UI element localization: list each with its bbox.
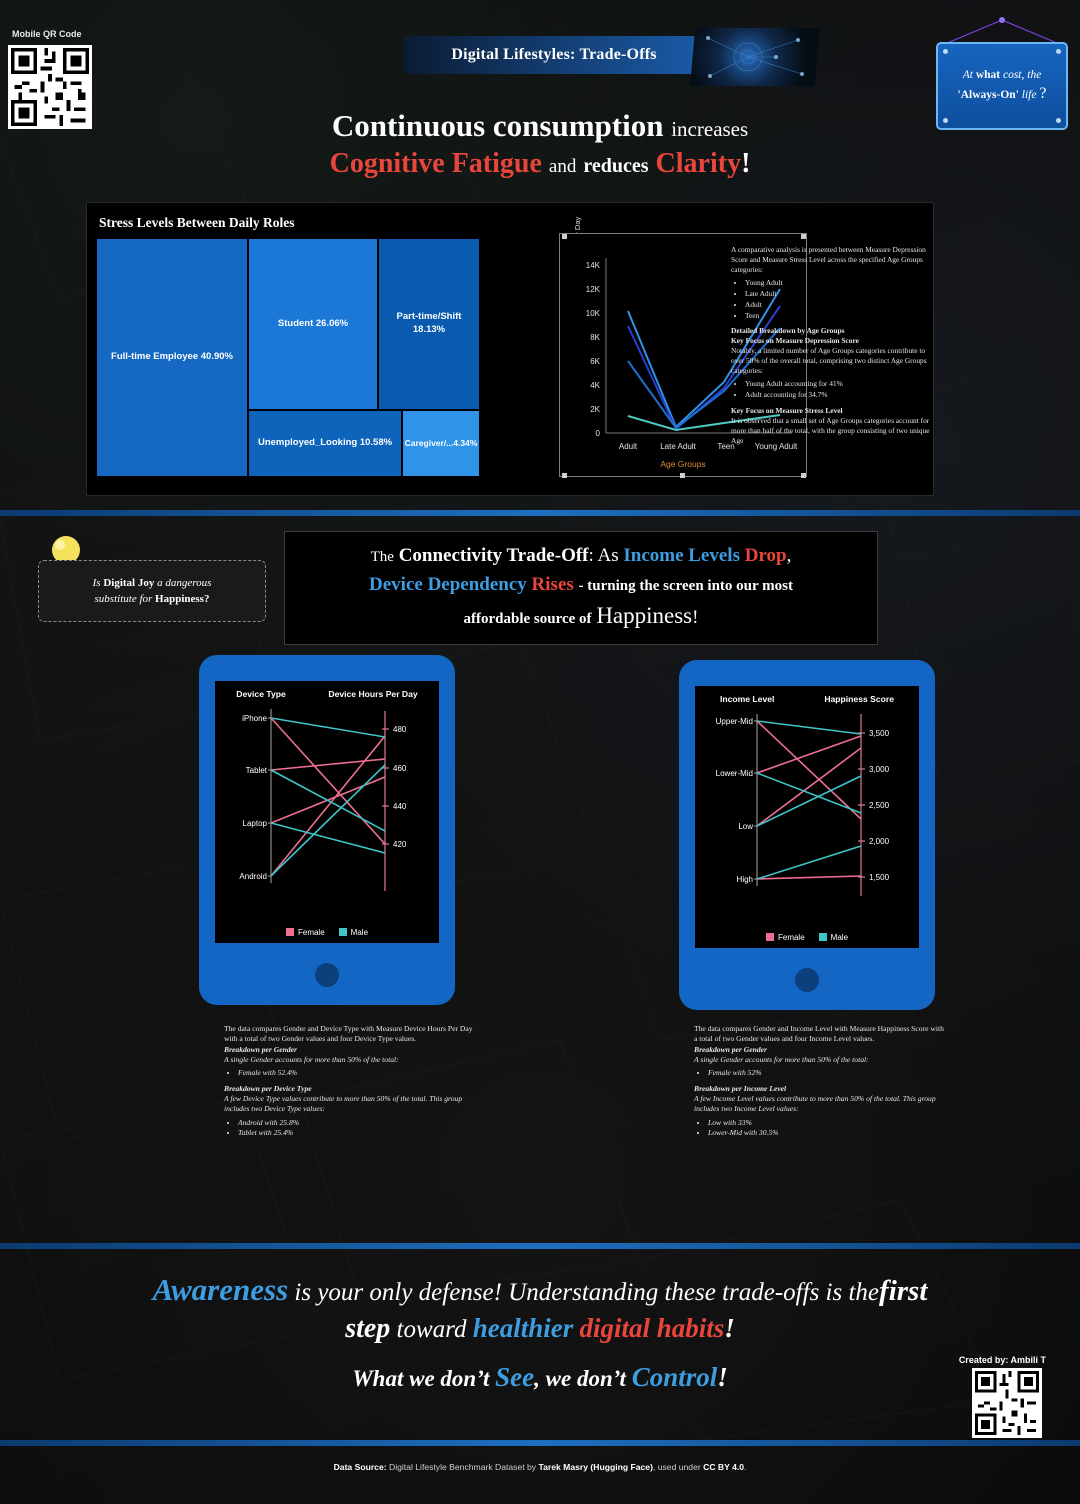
closing-awareness: Awareness (152, 1272, 289, 1307)
legend-item-female: Female (766, 933, 805, 942)
credit-qr-code (972, 1368, 1042, 1438)
happiness-score-header: Happiness Score (824, 694, 895, 704)
caption-income-gender-text: A single Gender accounts for more than 50% of the total: (694, 1054, 869, 1064)
caption-device-gender-text: A single Gender accounts for more than 50% of the total: (224, 1054, 399, 1064)
footer-label: Data Source: (333, 1462, 387, 1472)
treemap-tile-parttime[interactable]: Part-time/Shift 18.13% (379, 239, 479, 409)
caption-device-intro: The data compares Gender and Device Type with Measure Device Hours Per Day with a total of two Gender values and four Device Type values. (224, 1024, 473, 1044)
closing-exclaim-3: ! (717, 1362, 728, 1392)
svg-text:8K: 8K (590, 333, 600, 342)
caption-income-gender-list (694, 1068, 944, 1078)
pinnote-substitute: substitute for (94, 593, 153, 605)
svg-text:3,000: 3,000 (869, 765, 890, 774)
list-item: • Android with 25.8% (238, 1118, 474, 1128)
tradeoff-income-levels: Income Levels (623, 545, 740, 567)
closing-step: step (345, 1313, 391, 1344)
main-headline (0, 108, 1080, 180)
caption-device-heading-gender: Breakdown per Gender (224, 1044, 297, 1054)
list-item: • Female with 52.4% (238, 1068, 474, 1078)
sign-line-1 (948, 69, 1056, 81)
svg-text:Late Adult: Late Adult (660, 442, 696, 451)
analysis-depression-text: Notably, a limited number of Age Groups categories contribute to over 50% of the overall total, comprising two distinct Age Groups categories: (731, 346, 927, 376)
slope-chart-device-legend (215, 928, 439, 937)
list-item: • Young Adult (745, 278, 931, 288)
list-item: • Lower-Mid with 30.5% (708, 1128, 944, 1138)
tradeoff-rises: Rises (531, 573, 574, 595)
treemap-tile-unemployed[interactable]: Unemployed_Looking 10.58% (249, 411, 401, 476)
legend-item-male: Male (819, 933, 848, 942)
analysis-depression-list (731, 379, 931, 400)
caption-device (224, 1024, 474, 1143)
svg-text:480: 480 (393, 725, 407, 734)
footer-text-2: , used under (652, 1462, 704, 1472)
svg-text:460: 460 (393, 764, 407, 773)
svg-text:10K: 10K (585, 309, 600, 318)
income-level-header: Income Level (719, 694, 775, 704)
poster-title: Digital Lifestyles: Trade-Offs (451, 46, 657, 63)
sign-line-2 (948, 85, 1056, 103)
svg-text:440: 440 (393, 802, 407, 811)
analysis-category-list (731, 278, 931, 321)
analysis-intro: A comparative analysis is presented between Measure Depression Score and Measure Stress Level across the specified Age Groups categories: (731, 245, 926, 274)
svg-text:3,500: 3,500 (869, 729, 890, 738)
caption-device-gender-list (224, 1068, 474, 1078)
tablet-home-button[interactable] (315, 963, 339, 987)
caption-device-heading-type: Breakdown per Device Type (224, 1083, 312, 1093)
caption-device-type-text: A few Device Type values contribute to more than 50% of the total. This group includes two Device Type values: (224, 1093, 463, 1114)
pin-note (38, 560, 266, 622)
tradeoff-comma: , (786, 545, 792, 567)
device-hours-header: Device Hours Per Day (328, 689, 418, 699)
tradeoff-the: The (370, 549, 394, 566)
line-chart-x-axis-label: Age Groups (660, 459, 706, 469)
list-item: • Late Adult (745, 289, 931, 299)
svg-text:Low: Low (738, 822, 753, 831)
legend-item-female: Female (286, 928, 325, 937)
footer-source (0, 1462, 1080, 1472)
tradeoff-affordable: affordable source of (463, 611, 592, 628)
footer-divider (0, 1440, 1080, 1446)
caption-income (694, 1024, 944, 1143)
pinnote-is: Is (92, 576, 101, 589)
closing-healthier: healthier (472, 1313, 574, 1343)
tradeoff-drop: Drop (744, 545, 787, 567)
closing-defense: is your only defense! Understanding these trade-offs is the (294, 1279, 880, 1306)
section-divider-top (0, 510, 1080, 516)
tradeoff-callout (284, 531, 878, 645)
svg-text:420: 420 (393, 840, 407, 849)
list-item: • Young Adult accounting for 41% (745, 379, 931, 389)
svg-text:12K: 12K (585, 285, 600, 294)
footer-author: Tarek Masry (Hugging Face) (538, 1462, 653, 1472)
tablet-income-chart (679, 660, 935, 1010)
svg-text:2,500: 2,500 (869, 801, 890, 810)
list-item: • Adult accounting for 34.7% (745, 390, 931, 400)
svg-text:2K: 2K (590, 405, 600, 414)
analysis-stress-text: It is observed that a small set of Age Groups categories account for more than half of the total, with the group consisting of two unique Age (731, 415, 930, 445)
analysis-heading-detail: Detailed Breakdown by Age Groups (731, 326, 845, 336)
panel1-title: Stress Levels Between Daily Roles (99, 215, 295, 230)
svg-text:4K: 4K (590, 381, 600, 390)
treemap-tile-student[interactable]: Student 26.06% (249, 239, 377, 409)
headline-reduces: reduces (583, 155, 649, 177)
closing-see: See (495, 1362, 535, 1392)
closing-digital-habits: digital habits (579, 1313, 725, 1343)
caption-device-type-list (224, 1118, 474, 1139)
headline-line-2 (0, 148, 1080, 180)
list-item: • Tablet with 25.4% (238, 1128, 474, 1138)
tradeoff-connectivity: Connectivity Trade-Off (398, 545, 589, 567)
svg-text:Teen: Teen (717, 442, 735, 451)
svg-text:Android: Android (239, 872, 267, 881)
caption-income-intro: The data compares Gender and Income Level with Measure Happiness Score with a total of two Gender values and four Income Level values. (694, 1024, 944, 1044)
treemap-chart (97, 239, 549, 476)
sign-text-life: life (1021, 89, 1037, 101)
footer-license[interactable]: CC BY 4.0 (703, 1462, 745, 1472)
closing-line-3 (0, 1362, 1080, 1393)
svg-text:2,000: 2,000 (869, 837, 890, 846)
svg-text:Laptop: Laptop (242, 819, 267, 828)
device-type-header: Device Type (236, 689, 286, 699)
headline-line-1 (0, 108, 1080, 144)
pinnote-happiness: Happiness? (155, 593, 210, 605)
treemap-tile-fulltime[interactable]: Full-time Employee 40.90% (97, 239, 247, 476)
caption-income-level-text: A few Income Level values contribute to more than 50% of the total. This group includes two Income Level values: (694, 1093, 936, 1114)
caption-income-level-list (694, 1118, 944, 1139)
closing-we-dont: , we don’t (534, 1366, 626, 1391)
svg-text:Adult: Adult (618, 442, 638, 451)
banner-graphic (690, 28, 820, 86)
pinnote-digital-joy: Digital Joy (103, 576, 155, 589)
sign-text-at: At (962, 69, 973, 81)
svg-text:1,500: 1,500 (869, 873, 890, 882)
svg-text:High: High (736, 875, 753, 884)
sign-text-cost: cost, the (1002, 69, 1042, 81)
closing-first: first (879, 1275, 928, 1307)
list-item: • Teen (745, 311, 931, 321)
svg-text:Lower-Mid: Lower-Mid (715, 769, 753, 778)
closing-toward: toward (396, 1316, 467, 1343)
slope-chart-device (215, 681, 439, 943)
closing-what-we-dont: What we don’t (352, 1366, 490, 1391)
sign-text-question: ? (1039, 85, 1047, 102)
svg-text:0: 0 (595, 429, 600, 438)
caption-income-heading-gender: Breakdown per Gender (694, 1044, 767, 1054)
svg-text:14K: 14K (585, 261, 600, 270)
slope-chart-device-headers (215, 689, 439, 699)
svg-text:6K: 6K (590, 357, 600, 366)
headline-cognitive-fatigue: Cognitive Fatigue (329, 148, 542, 179)
closing-line-2 (0, 1313, 1080, 1345)
tablet-home-button[interactable] (795, 968, 819, 992)
poster-title-banner (404, 36, 704, 74)
sign-text-what: what (975, 69, 1001, 81)
svg-text:iPhone: iPhone (242, 714, 267, 723)
closing-line-1 (0, 1272, 1080, 1308)
treemap-tile-caregiver[interactable]: Caregiver/...4.34% (403, 411, 479, 476)
tradeoff-exclaim: ! (692, 607, 699, 629)
analysis-heading-depression: Key Focus on Measure Depression Score (731, 336, 859, 346)
analysis-heading-stress: Key Focus on Measure Stress Level (731, 405, 843, 415)
closing-exclaim-2: ! (724, 1313, 735, 1343)
slope-chart-income-legend (695, 933, 919, 942)
headline-and: and (548, 156, 577, 177)
pinnote-dangerous: a dangerous (157, 576, 212, 589)
svg-text:Tablet: Tablet (245, 766, 267, 775)
tablet-device-chart (199, 655, 455, 1005)
footer-text-3: . (744, 1462, 747, 1472)
legend-item-male: Male (339, 928, 368, 937)
section-divider-bottom (0, 1243, 1080, 1249)
tradeoff-happiness: Happiness (596, 603, 693, 629)
panel1-analysis-text (731, 245, 931, 446)
tradeoff-device-dependency: Device Dependency (369, 573, 527, 595)
list-item: • Adult (745, 300, 931, 310)
headline-clarity: Clarity (655, 148, 742, 179)
svg-text:Upper-Mid: Upper-Mid (715, 717, 753, 726)
headline-continuous-consumption: Continuous consumption (331, 108, 664, 143)
caption-income-heading-level: Breakdown per Income Level (694, 1083, 787, 1093)
closing-control: Control (631, 1362, 718, 1392)
slope-chart-income-headers (695, 694, 919, 704)
headline-exclaim: ! (741, 148, 751, 179)
stress-levels-panel (86, 202, 934, 496)
list-item: • Low with 33% (708, 1118, 944, 1128)
list-item: • Female with 52% (708, 1068, 944, 1078)
qr-code-label: Mobile QR Code (12, 29, 82, 39)
headline-increases: increases (671, 117, 749, 141)
credit-label: Created by: Ambili T (958, 1355, 1046, 1365)
svg-text:Young Adult: Young Adult (754, 442, 798, 451)
footer-text-1: Digital Lifestyle Benchmark Dataset by (386, 1462, 539, 1472)
tradeoff-as: : As (588, 545, 619, 567)
slope-chart-income (695, 686, 919, 948)
sign-text-alwayson: 'Always-On' (957, 89, 1019, 101)
tradeoff-turning: - turning the screen into our most (578, 577, 793, 594)
